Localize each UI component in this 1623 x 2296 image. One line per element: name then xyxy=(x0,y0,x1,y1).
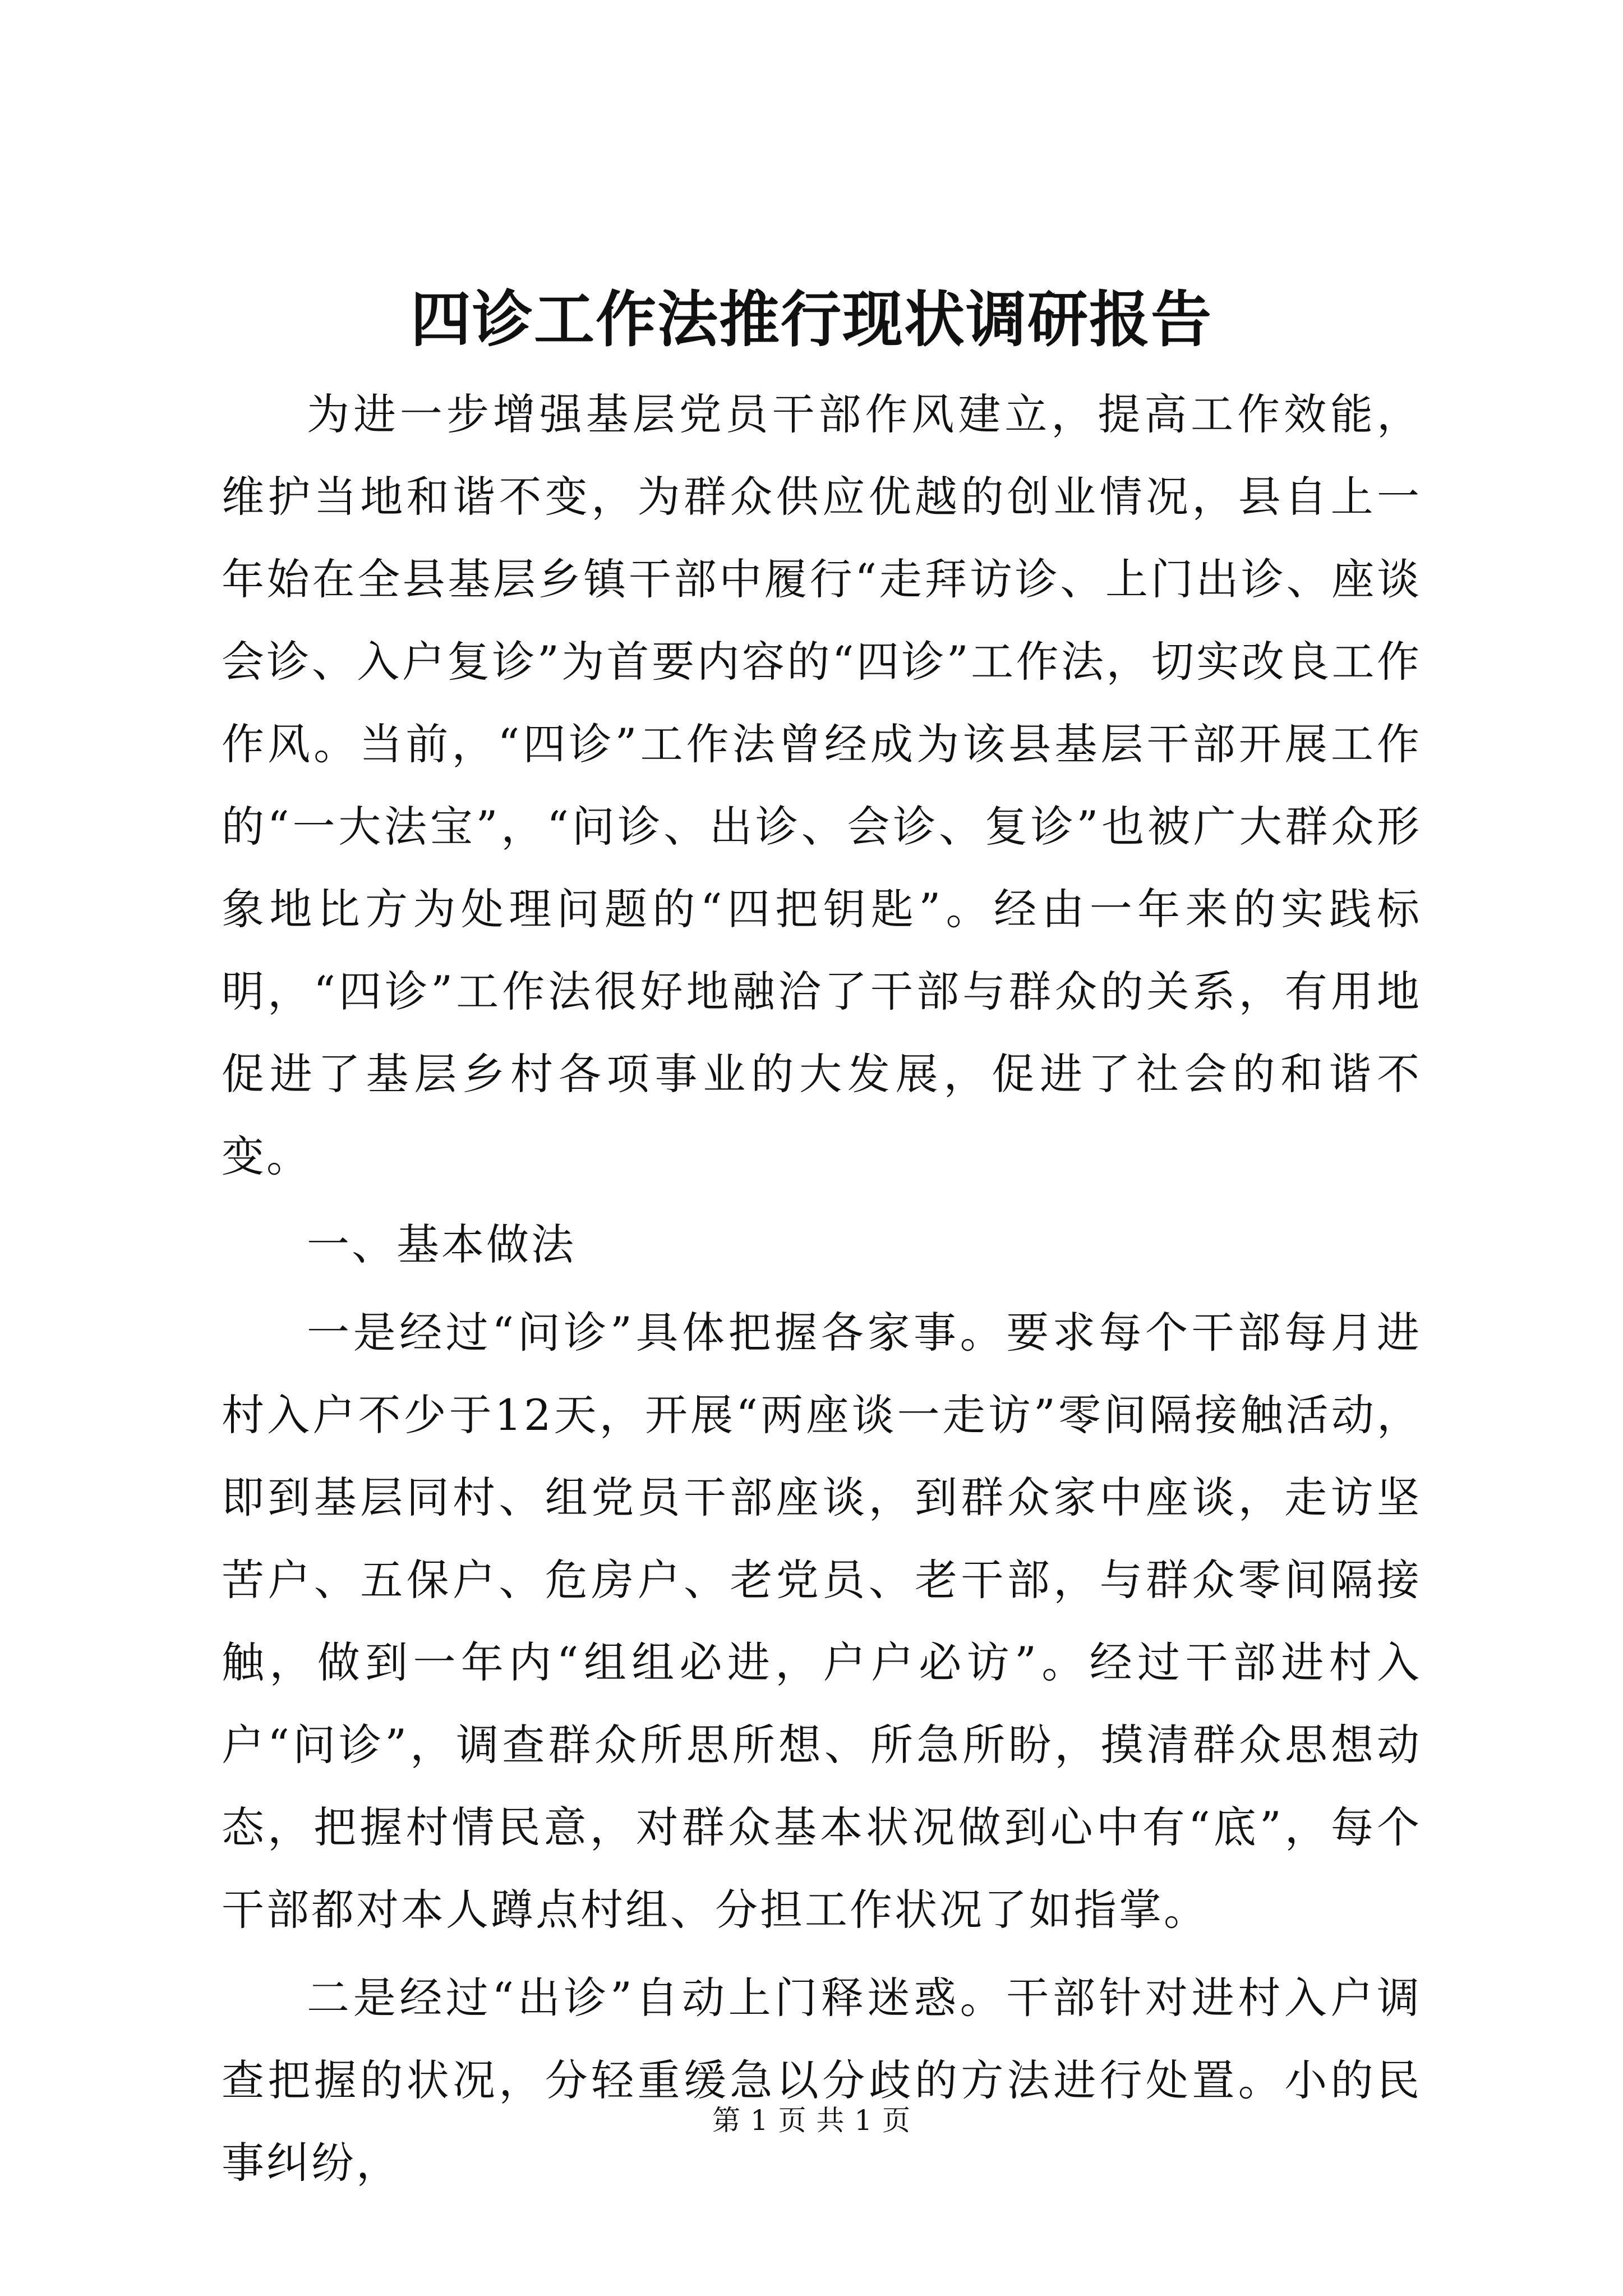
paragraph-chuzhen: 二是经过“出诊”自动上门释迷惑。干部针对进村入户调查把握的状况，分轻重缓急以分歧的方法进行处置。小的民事纠纷， xyxy=(222,1973,1422,2188)
document-body xyxy=(222,373,1422,2204)
page-footer: 第 1 页 共 1 页 xyxy=(712,2104,911,2137)
paragraph-intro: 为进一步增强基层党员干部作风建立，提高工作效能，维护当地和谐不变，为群众供应优越的创业情况，县自上一年始在全县基层乡镇干部中履行“走拜访诊、上门出诊、座谈会诊、入户复诊”为首要内容的“四诊”工作法，切实改良工作作风。当前，“四诊”工作法曾经成为该县基层干部开展工作的“一大法宝”，“问诊、出诊、会诊、复诊”也被广大群众形象地比方为处理问题的“四把钥匙”。经由一年来的实践标明，“四诊”工作法很好地融洽了干部与群众的关系，有用地促进了基层乡村各项事业的大发展，促进了社会的和谐不变。 xyxy=(222,389,1422,1181)
section-heading-basic-methods: 一、基本做法 xyxy=(307,1220,576,1269)
document-title: 四诊工作法推行现状调研报告 xyxy=(410,284,1212,355)
paragraph-wenzhen: 一是经过“问诊”具体把握各家事。要求每个干部每月进村入户不少于12天，开展“两座谈一走访”零间隔接触活动，即到基层同村、组党员干部座谈，到群众家中座谈，走访坚苦户、五保户、危房户、老党员、老干部，与群众零间隔接触，做到一年内“组组必进，户户必访”。经过干部进村入户“问诊”，调查群众所思所想、所急所盼，摸清群众思想动态，把握村情民意，对群众基本状况做到心中有“底”，每个干部都对本人蹲点村组、分担工作状况了如指掌。 xyxy=(222,1308,1422,1935)
